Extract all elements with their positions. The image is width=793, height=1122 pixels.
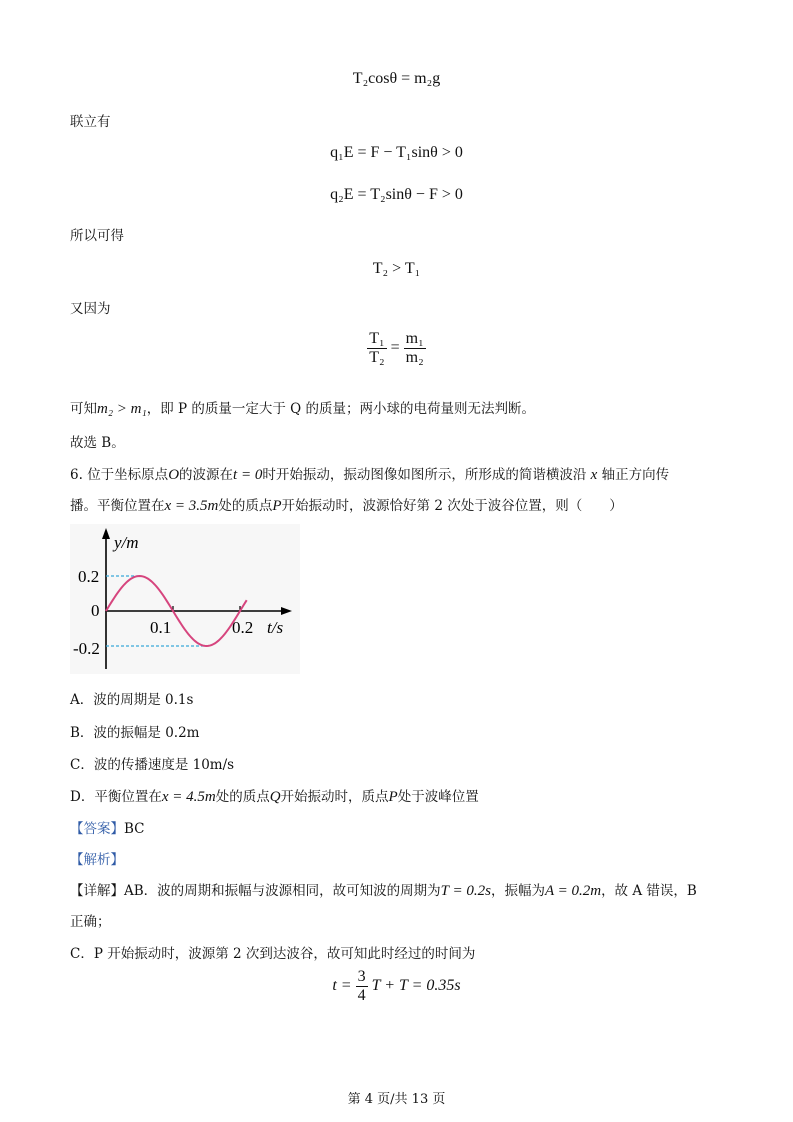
text-lianli: 联立有 [70, 114, 111, 130]
fraction-t: $\frac{\text{T₁}}{\text{T₂}}$ [369, 330, 385, 366]
y-tick-label-pos: 0.2 [78, 567, 100, 586]
equation-q1: q₁E = F − T₁sinθ > 0 [330, 144, 463, 161]
option-c: C．波的传播速度是 10m/s [70, 757, 235, 773]
equation-time: t = $\frac{3}{4}$ T + T = 0.35s [332, 968, 461, 1004]
equation-q2: q₂E = T₂sinθ − F > 0 [330, 186, 463, 203]
text-suoyi: 所以可得 [70, 228, 124, 244]
text-guxuan: 故选 B。 [70, 435, 125, 451]
y-tick-label-neg: -0.2 [73, 639, 100, 658]
equation-t2-gt-t1: T₂ > T₁ [372, 260, 421, 277]
x-tick-label-2: 0.2 [232, 618, 254, 637]
detail-line-1: 【详解】AB．波的周期和振幅与波源相同，故可知波的周期为T = 0.2s，振幅为A = 0.2m，故 A 错误，B [70, 883, 697, 899]
detail-line-c: C．P 开始振动时，波源第 2 次到达波谷，故可知此时经过的时间为 [70, 946, 476, 962]
question-6-line-2: 播。平衡位置在x = 3.5m处的质点P开始振动时，波源恰好第 2 次处于波谷位置，则（ ） [70, 498, 623, 514]
option-b: B．波的振幅是 0.2m [70, 725, 200, 741]
fraction-three-quarters: $\frac{3}{4}$ [357, 968, 366, 1004]
equation-ratio: $\frac{\text{T₁}}{\text{T₂}}$ = $\frac{\text{m₁}}{\text{m₂}}$ [369, 330, 424, 366]
x-axis-label: t/s [267, 618, 284, 637]
y-axis-label: y/m [114, 533, 139, 552]
option-a: A．波的周期是 0.1s [70, 692, 194, 708]
equation-tension-vertical: T₂cosθ = m₂g [352, 70, 441, 87]
text-kezhi: 可知m₂ > m₁，即 P 的质量一定大于 Q 的质量；两小球的电荷量则无法判断。 [70, 401, 536, 417]
question-6-line-1: 6. 位于坐标原点O的波源在t = 0时开始振动，振动图像如图所示，所形成的简谐横波沿 x 轴正方向传 [70, 467, 670, 483]
analysis-label: 【解析】 [70, 852, 124, 868]
y-tick-label-zero: 0 [91, 601, 100, 620]
x-tick-label-1: 0.1 [150, 618, 172, 637]
detail-line-2: 正确； [70, 914, 111, 930]
vibration-graph [70, 524, 300, 674]
page-footer: 第 4 页/共 13 页 [347, 1092, 446, 1107]
text-youyin: 又因为 [70, 301, 111, 317]
graph-background [70, 524, 300, 674]
answer-line: 【答案】BC [70, 821, 145, 837]
option-d: D．平衡位置在x = 4.5m处的质点Q开始振动时，质点P处于波峰位置 [70, 789, 479, 805]
fraction-m: $\frac{\text{m₁}}{\text{m₂}}$ [405, 330, 424, 366]
